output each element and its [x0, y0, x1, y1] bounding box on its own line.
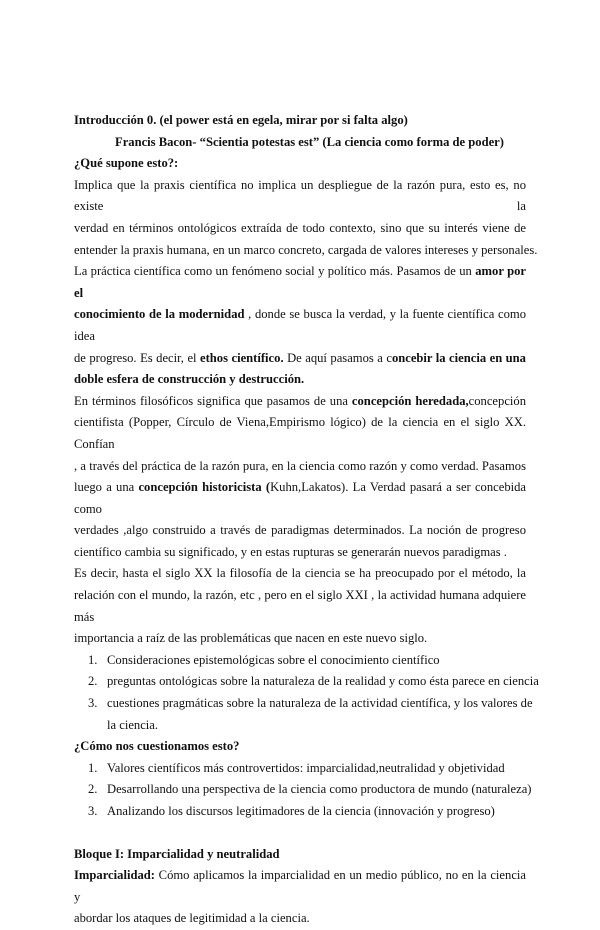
list-number: 3. [88, 696, 98, 711]
text-run: , donde se busca la verdad, y la fuente científica como idea [74, 307, 526, 343]
paragraph-line: cientifista (Popper, Círculo de Viena,Empirismo lógico) de la ciencia en el siglo XX. Confían [74, 415, 526, 451]
text-run: De aquí pasamos a c [283, 350, 392, 365]
paragraph-line [74, 348, 526, 370]
paragraph-line: verdad en términos ontológicos extraída de todo contexto, sino que su interés viene de [74, 220, 526, 235]
list-number: 1. [88, 652, 98, 667]
blank-line [74, 823, 526, 844]
paragraph-line: doble esfera de construcción y destrucción. [74, 372, 305, 387]
bold-run: amor por el [74, 264, 526, 300]
list-number: 1. [88, 760, 98, 775]
question-heading-1: ¿Qué supone esto?: [74, 156, 179, 171]
bold-run: concepción historicista ( [138, 480, 271, 495]
intro-heading: Introducción 0. (el power está en egela, mirar por si falta algo) [74, 113, 408, 127]
text-run: Kuhn,Lakatos). La Verdad pasará a ser concebida como [74, 480, 527, 516]
list-item [74, 650, 526, 672]
paragraph-line: Implica que la praxis científica no implica un despliegue de la razón pura, esto es, no existe la [74, 177, 526, 214]
bold-run: oncebir la ciencia en una [391, 350, 526, 365]
paragraph-line: científico cambia su significado, y en estas rupturas se generarán nuevos paradigmas . [74, 544, 507, 559]
list-item-text: Consideraciones epistemológicas sobre el conocimiento científico [107, 652, 440, 667]
list-item [74, 693, 533, 736]
numbered-list-2 [74, 758, 532, 823]
paragraph-4 [74, 563, 526, 649]
list-item-text: Analizando los discursos legitimadores de la ciencia (innovación y progreso) [107, 804, 495, 818]
paragraph-line [74, 865, 526, 908]
bold-run: conocimiento de la modernidad [74, 307, 245, 322]
text-run: En términos filosóficos significa que pasamos de una [74, 393, 352, 408]
list-item-text: Desarrollando una perspectiva de la ciencia como productora de mundo (naturaleza) [107, 782, 532, 797]
paragraph-line: abordar los ataques de legitimidad a la ciencia. [74, 911, 310, 926]
numbered-list-1 [74, 650, 539, 736]
list-item-text: la ciencia. [107, 717, 159, 732]
bold-run: Imparcialidad: [74, 868, 155, 883]
paragraph-1 [74, 175, 538, 261]
paragraph-line: Es decir, hasta el siglo XX la filosofía de la ciencia se ha preocupado por el método, la [74, 566, 526, 581]
paragraph-line: verdades ,algo construido a través de paradigmas determinados. La noción de progreso [74, 523, 526, 538]
bold-run: ethos científico. [200, 350, 284, 365]
list-number: 2. [88, 782, 98, 797]
list-item-text: cuestiones pragmáticas sobre la naturaleza de la actividad científica, y los valores de [107, 696, 533, 711]
paragraph-line: entender la praxis humana, en un marco concreto, cargada de valores intereses y personales. [74, 242, 538, 257]
subtitle: Francis Bacon- “Scientia potestas est” (La ciencia como forma de poder) [115, 134, 504, 149]
paragraph-line: relación con el mundo, la razón, etc , pero en el siglo XXI , la actividad humana adquiere más [74, 588, 526, 624]
list-number: 2. [88, 674, 98, 689]
list-item-text: Valores científicos más controvertidos: imparcialidad,neutralidad y objetividad [107, 760, 505, 775]
text-run: concepción [468, 393, 526, 408]
list-number: 3. [88, 804, 98, 818]
document-body [74, 110, 539, 930]
list-item [74, 758, 526, 780]
paragraph-line: , a través del práctica de la razón pura, en la ciencia como razón y como verdad. Pasamos [74, 458, 526, 473]
text-run: de progreso. Es decir, el [74, 350, 201, 365]
paragraph-3 [74, 391, 526, 564]
paragraph-line: importancia a raíz de las problemáticas que nacen en este nuevo siglo. [74, 631, 428, 646]
paragraph-line [74, 391, 526, 413]
text-run: Cómo aplicamos la imparcialidad en un medio público, no en la ciencia y [74, 868, 526, 904]
paragraph-line [74, 261, 526, 304]
list-item [74, 779, 532, 801]
text-run: La práctica científica como un fenómeno social y político más. Pasamos de un [74, 264, 476, 279]
list-item-text: preguntas ontológicas sobre la naturaleza de la realidad y como ésta parece en ciencia [107, 674, 539, 689]
list-item [74, 671, 539, 693]
paragraph-5 [74, 865, 526, 930]
text-run: luego a una [74, 480, 139, 495]
paragraph-2 [74, 261, 526, 391]
bold-run: concepción heredada, [351, 393, 469, 408]
paragraph-line [74, 304, 526, 347]
question-heading-2: ¿Cómo nos cuestionamos esto? [74, 739, 240, 754]
block-heading: Bloque I: Imparcialidad y neutralidad [74, 846, 280, 861]
list-item [74, 801, 526, 823]
paragraph-line [74, 477, 526, 520]
